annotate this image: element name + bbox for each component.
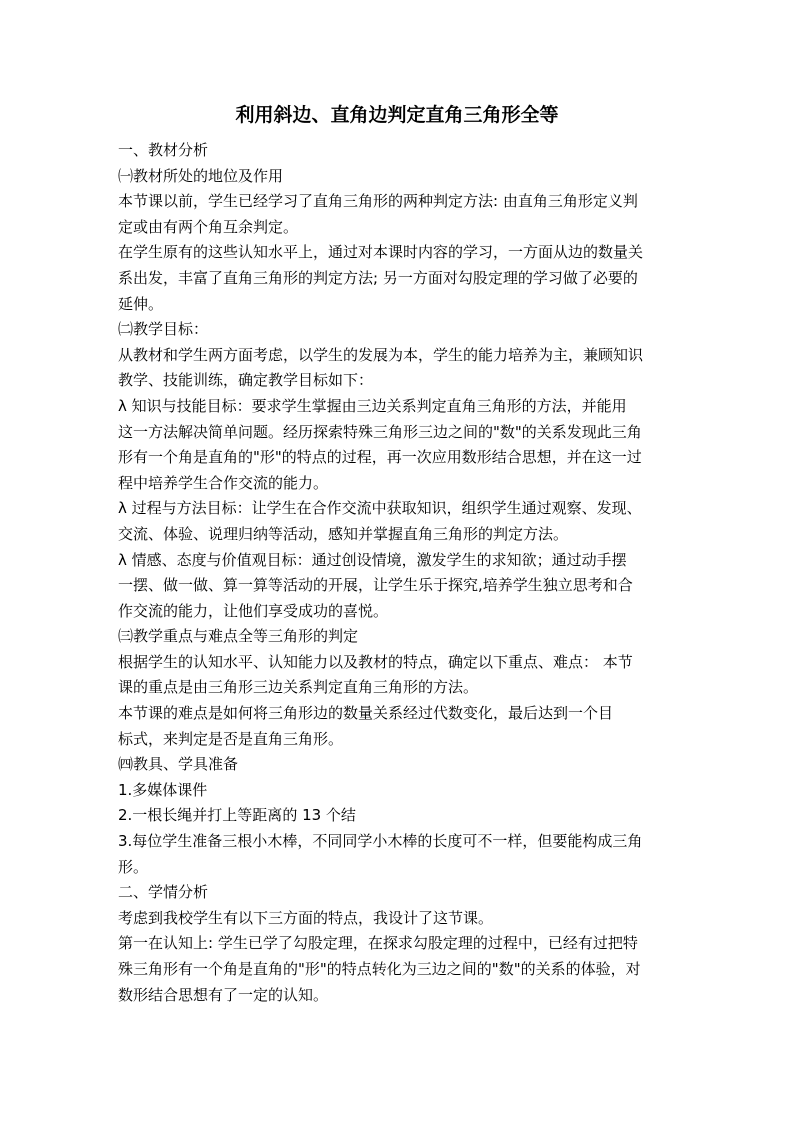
text-line: ㈣教具、学具准备	[118, 755, 239, 774]
text-line: 本节课以前，学生已经学习了直角三角形的两种判定方法: 由直角三角形定义判	[118, 192, 638, 211]
text-line: λ 过程与方法目标：让学生在合作交流中获取知识，组织学生通过观察、发现、	[118, 499, 642, 518]
text-line: 交流、体验、说理归纳等活动，感知并掌握直角三角形的判定方法。	[118, 524, 569, 543]
text-line: 作交流的能力，让他们享受成功的喜悦。	[118, 601, 389, 620]
text-line: 第一在认知上: 学生已学了勾股定理，在探求勾股定理的过程中，已经有过把特	[118, 934, 638, 953]
text-line: 二、学情分析	[118, 883, 209, 902]
text-line: 3.每位学生准备三根小木棒，不同同学小木棒的长度可不一样，但要能构成三角	[118, 832, 643, 851]
text-line: ㈠教材所处的地位及作用	[118, 166, 284, 185]
text-line: 定或由有两个角互余判定。	[118, 217, 299, 236]
text-line: 根据学生的认知水平、认知能力以及教材的特点，确定以下重点、难点： 本节	[118, 652, 633, 671]
text-line: 1.多媒体课件	[118, 780, 208, 799]
document-title: 利用斜边、直角边判定直角三角形全等	[235, 104, 559, 126]
text-line: 殊三角形有一个角是直角的"形"的特点转化为三边之间的"数"的关系的体验，对	[118, 960, 641, 978]
text-line: 标式，来判定是否是直角三角形。	[118, 729, 344, 748]
text-line: 教学、技能训练，确定教学目标如下：	[118, 371, 374, 390]
text-line: 一摆、做一做、算一算等活动的开展，让学生乐于探究,培养学生独立思考和合	[118, 576, 633, 595]
text-line: ㈢教学重点与难点全等三角形的判定	[118, 627, 359, 646]
text-line: λ 情感、态度与价值观目标：通过创设情境，激发学生的求知欲；通过动手摆	[118, 550, 627, 569]
text-line: 系出发，丰富了直角三角形的判定方法; 另一方面对勾股定理的学习做了必要的	[118, 268, 638, 287]
text-line: ㈡教学目标：	[118, 320, 209, 339]
text-line: λ 知识与技能目标：要求学生掌握由三边关系判定直角三角形的方法，并能用	[118, 396, 627, 415]
text-line: 形。	[118, 857, 149, 876]
text-line: 从教材和学生两方面考虑，以学生的发展为本，学生的能力培养为主，兼顾知识	[118, 345, 644, 364]
text-line: 延伸。	[118, 294, 164, 313]
document-body	[118, 138, 678, 1008]
text-line: 数形结合思想有了一定的认知。	[118, 985, 329, 1004]
text-line: 形有一个角是直角的"形"的特点的过程，再一次应用数形结合思想，并在这一过	[118, 448, 642, 467]
text-line: 程中培养学生合作交流的能力。	[118, 473, 329, 492]
text-line: 考虑到我校学生有以下三方面的特点，我设计了这节课。	[118, 908, 494, 927]
text-line: 2.一根长绳并打上等距离的 13 个结	[118, 806, 356, 825]
text-line: 课的重点是由三角形三边关系判定直角三角形的方法。	[118, 678, 479, 697]
text-line: 这一方法解决简单问题。经历探索特殊三角形三边之间的"数"的关系发现此三角	[118, 422, 642, 441]
text-line: 一、教材分析	[118, 141, 209, 159]
text-line: 在学生原有的这些认知水平上，通过对本课时内容的学习，一方面从边的数量关	[118, 243, 644, 262]
text-line: 本节课的难点是如何将三角形边的数量关系经过代数变化，最后达到一个目	[118, 704, 614, 723]
